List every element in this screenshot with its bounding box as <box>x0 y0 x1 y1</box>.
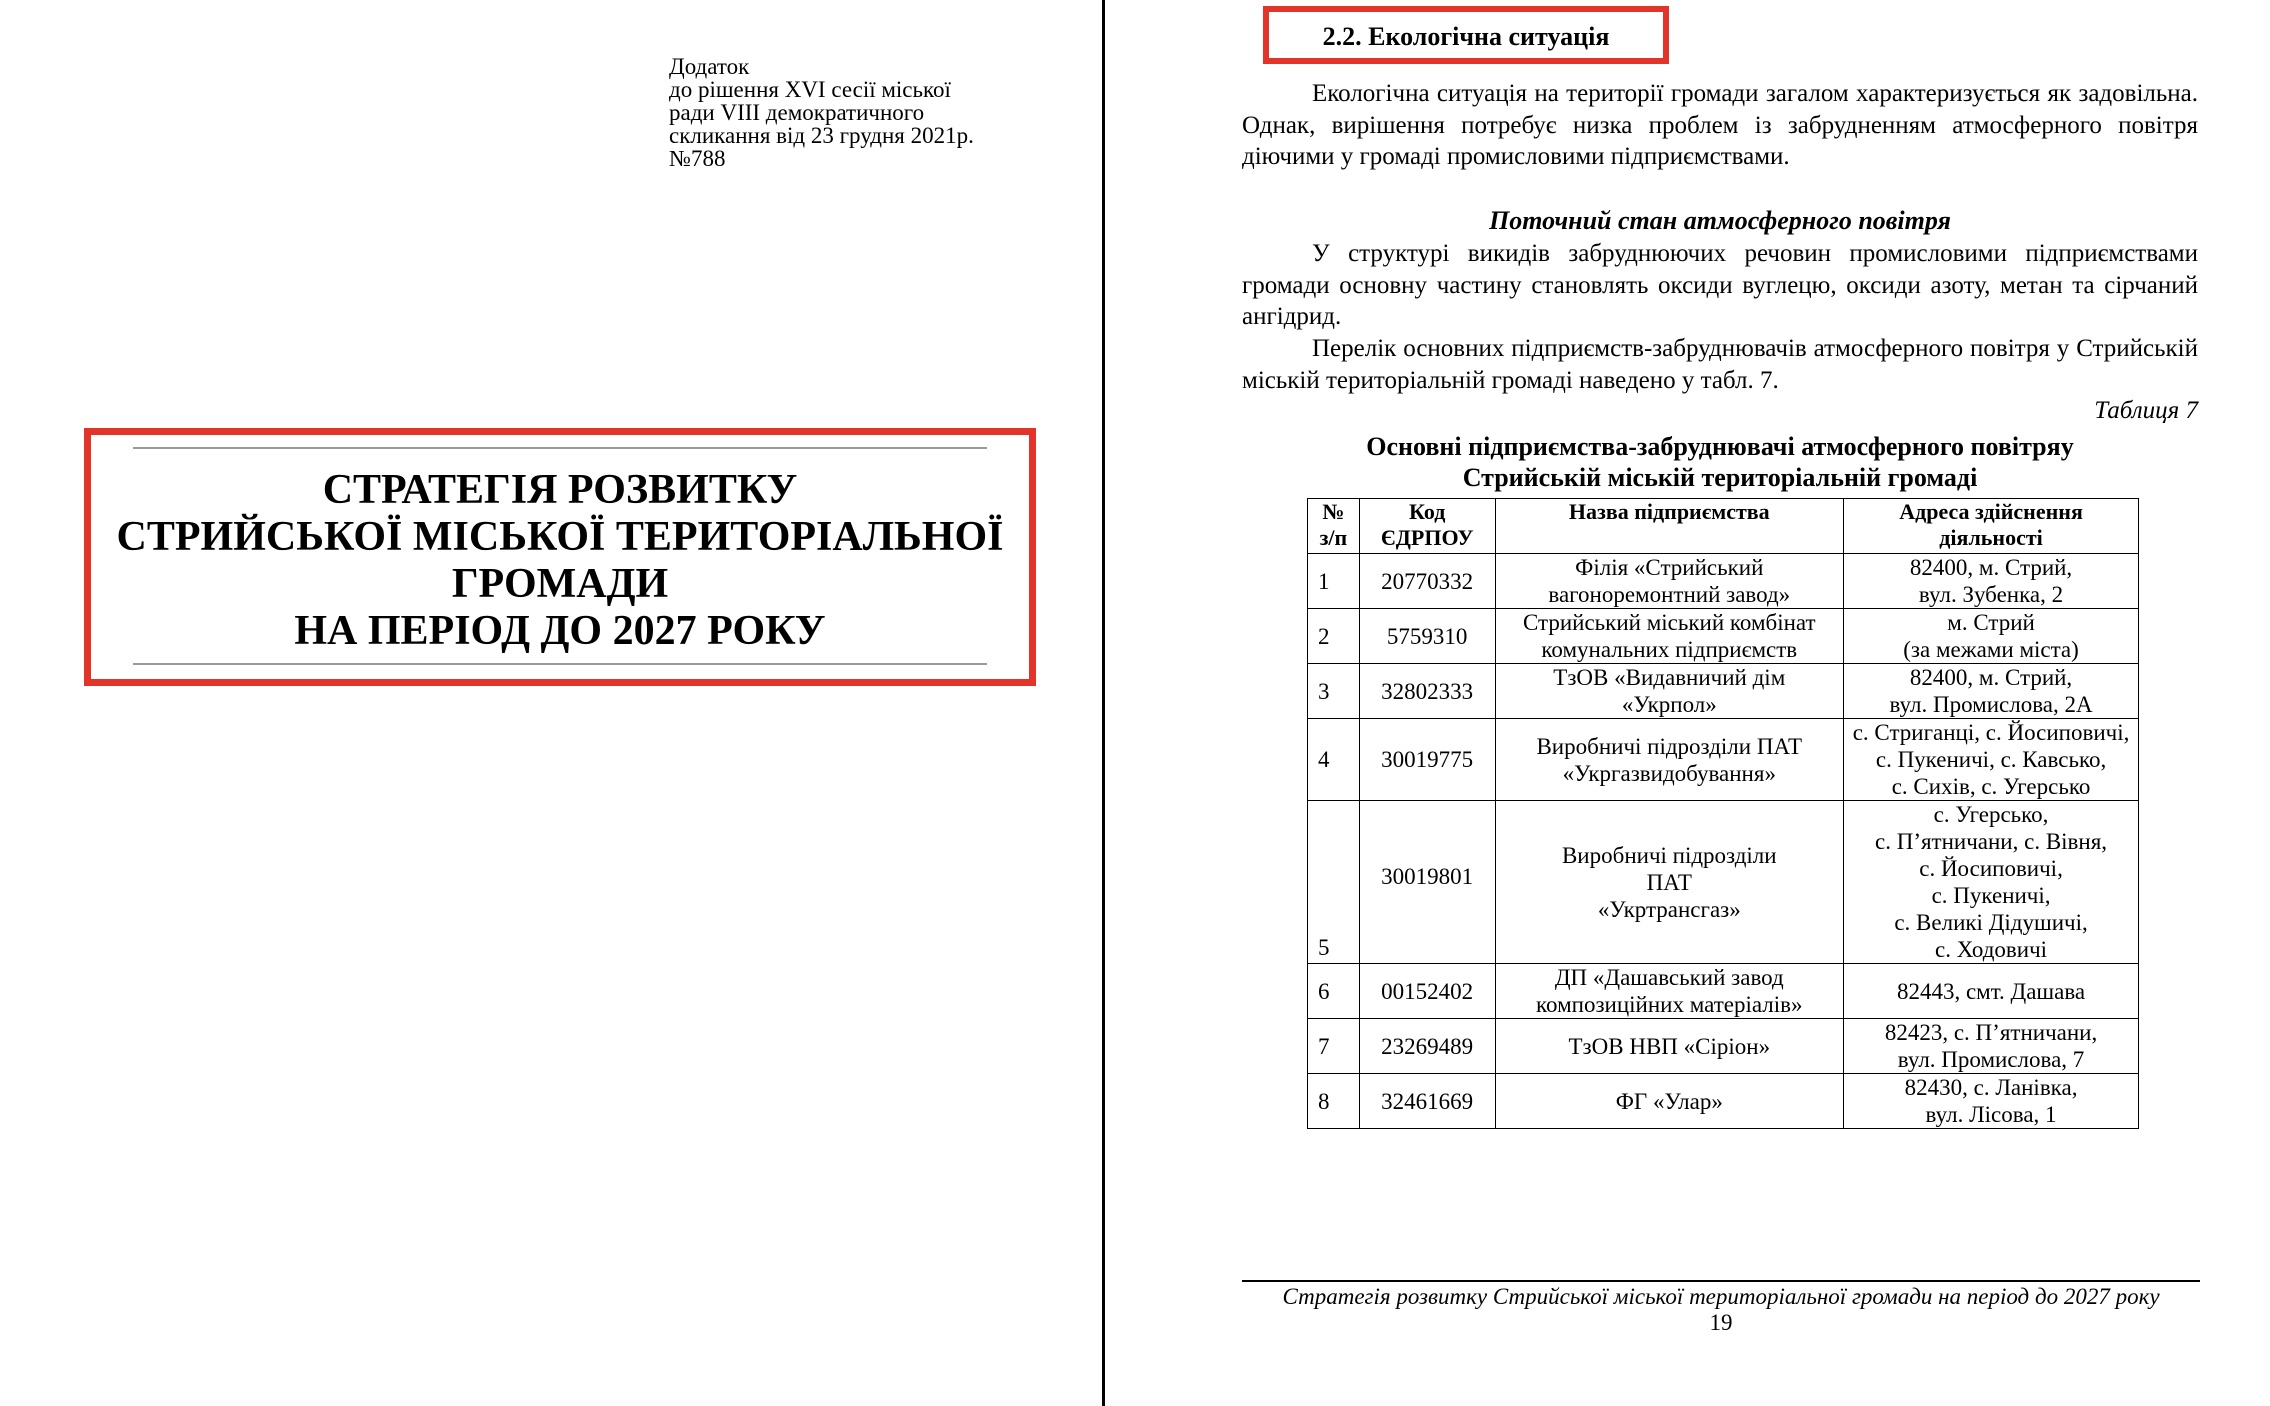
row-code: 30019801 <box>1359 801 1495 964</box>
row-name: Філія «Стрийський вагоноремонтний завод» <box>1495 554 1844 609</box>
row-code: 23269489 <box>1359 1019 1495 1074</box>
title-bottom-rule <box>133 663 987 665</box>
row-address: 82400, м. Стрий, вул. Зубенка, 2 <box>1844 554 2139 609</box>
row-number: 3 <box>1308 664 1360 719</box>
row-number: 8 <box>1308 1074 1360 1129</box>
row-name: ДП «Дашавський завод композиційних матеріалів» <box>1495 964 1844 1019</box>
emissions-paragraph-text: У структурі викидів забруднюючих речовин промисловими підприємствами громади основну частину становлять оксиди вуглецю, оксиди азоту, метан та сірчаний ангідрид. <box>1242 240 2198 330</box>
table-row <box>1308 1074 2139 1129</box>
intro-paragraph <box>1242 78 2198 173</box>
table-row <box>1308 719 2139 801</box>
row-number: 2 <box>1308 609 1360 664</box>
table-row <box>1308 964 2139 1019</box>
footer-rule <box>1242 1280 2200 1282</box>
section-highlight-box <box>1263 6 1669 64</box>
table-title-line: Основні підприємства-забруднювачі атмосферного повітряу <box>1366 432 2074 461</box>
row-code: 30019775 <box>1359 719 1495 801</box>
row-number: 1 <box>1308 554 1360 609</box>
row-name: ФГ «Улар» <box>1495 1074 1844 1129</box>
table-title <box>1242 431 2198 493</box>
row-address: 82430, с. Ланівка, вул. Лісова, 1 <box>1844 1074 2139 1129</box>
document-title <box>91 467 1029 655</box>
addendum-line: №788 <box>669 146 726 171</box>
header-code: Код ЄДРПОУ <box>1359 499 1495 554</box>
row-address: 82400, м. Стрий, вул. Промислова, 2А <box>1844 664 2139 719</box>
title-line: СТРИЙСЬКОЇ МІСЬКОЇ ТЕРИТОРІАЛЬНОЇ <box>116 514 1004 560</box>
page-number: 19 <box>1709 1310 1733 1335</box>
title-top-rule <box>133 447 987 449</box>
row-name: Стрийський міський комбінат комунальних підприємств <box>1495 609 1844 664</box>
title-line: СТРАТЕГІЯ РОЗВИТКУ <box>322 467 798 513</box>
table-row <box>1308 554 2139 609</box>
title-line: НА ПЕРІОД ДО 2027 РОКУ <box>294 608 826 654</box>
table-row <box>1308 664 2139 719</box>
header-name: Назва підприємства <box>1495 499 1844 554</box>
addendum-note <box>669 55 1069 170</box>
row-number: 6 <box>1308 964 1360 1019</box>
page-divider <box>1102 0 1105 1406</box>
row-name: Виробничі підрозділи ПАТ «Укргазвидобування» <box>1495 719 1844 801</box>
polluters-paragraph <box>1242 333 2198 396</box>
section-heading: 2.2. Екологічна ситуація <box>1322 22 1610 51</box>
row-code: 5759310 <box>1359 609 1495 664</box>
row-code: 32802333 <box>1359 664 1495 719</box>
row-name: Виробничі підрозділи ПАТ «Укртрансгаз» <box>1495 801 1844 964</box>
polluters-paragraph-text: Перелік основних підприємств-забруднювачів атмосферного повітря у Стрийській міській територіальній громаді наведено у табл. 7. <box>1242 335 2198 394</box>
addendum-line: скликання від 23 грудня 2021р. <box>669 123 974 148</box>
table-row <box>1308 1019 2139 1074</box>
table-header-row <box>1308 499 2139 554</box>
table-label: Таблиця 7 <box>2094 397 2198 424</box>
title-highlight-box <box>84 428 1036 686</box>
table-row <box>1308 609 2139 664</box>
emissions-paragraph <box>1242 238 2198 333</box>
row-number: 4 <box>1308 719 1360 801</box>
row-address: 82423, с. П’ятничани, вул. Промислова, 7 <box>1844 1019 2139 1074</box>
intro-paragraph-text: Екологічна ситуація на території громади загалом характеризується як задовільна. Однак, вирішення потребує низка проблем із забрудненням атмосферного повітря діючими у громаді промисловими підприємствами. <box>1242 80 2198 170</box>
table-row <box>1308 801 2139 964</box>
left-page <box>0 0 1104 1406</box>
polluters-table <box>1307 498 2139 1129</box>
row-number: 5 <box>1308 801 1360 964</box>
row-number: 7 <box>1308 1019 1360 1074</box>
header-number: № з/п <box>1308 499 1360 554</box>
subheading: Поточний стан атмосферного повітря <box>1489 206 1951 235</box>
header-address: Адреса здійснення діяльності <box>1844 499 2139 554</box>
row-name: ТзОВ НВП «Сіріон» <box>1495 1019 1844 1074</box>
row-code: 32461669 <box>1359 1074 1495 1129</box>
addendum-line: до рішення XVI сесії міської <box>669 77 951 102</box>
right-page <box>1106 0 2270 1406</box>
row-address: с. Стриганці, с. Йосиповичі, с. Пукеничі, с. Кавсько, с. Сихів, с. Угерсько <box>1844 719 2139 801</box>
row-address: с. Угерсько, с. П’ятничани, с. Вівня, с. Йосиповичі, с. Пукеничі, с. Великі Дідушичі, с. Ходовичі <box>1844 801 2139 964</box>
table-title-line: Стрийській міській територіальній громаді <box>1462 463 1978 492</box>
row-code: 00152402 <box>1359 964 1495 1019</box>
running-footer: Стратегія розвитку Стрийської міської територіальної громади на період до 2027 року <box>1282 1284 2160 1309</box>
title-line: ГРОМАДИ <box>451 561 669 607</box>
addendum-line: Додаток <box>669 54 750 79</box>
row-code: 20770332 <box>1359 554 1495 609</box>
row-address: 82443, смт. Дашава <box>1844 964 2139 1019</box>
row-address: м. Стрий (за межами міста) <box>1844 609 2139 664</box>
addendum-line: ради VIII демократичного <box>669 100 925 125</box>
row-name: ТзОВ «Видавничий дім «Укрпол» <box>1495 664 1844 719</box>
